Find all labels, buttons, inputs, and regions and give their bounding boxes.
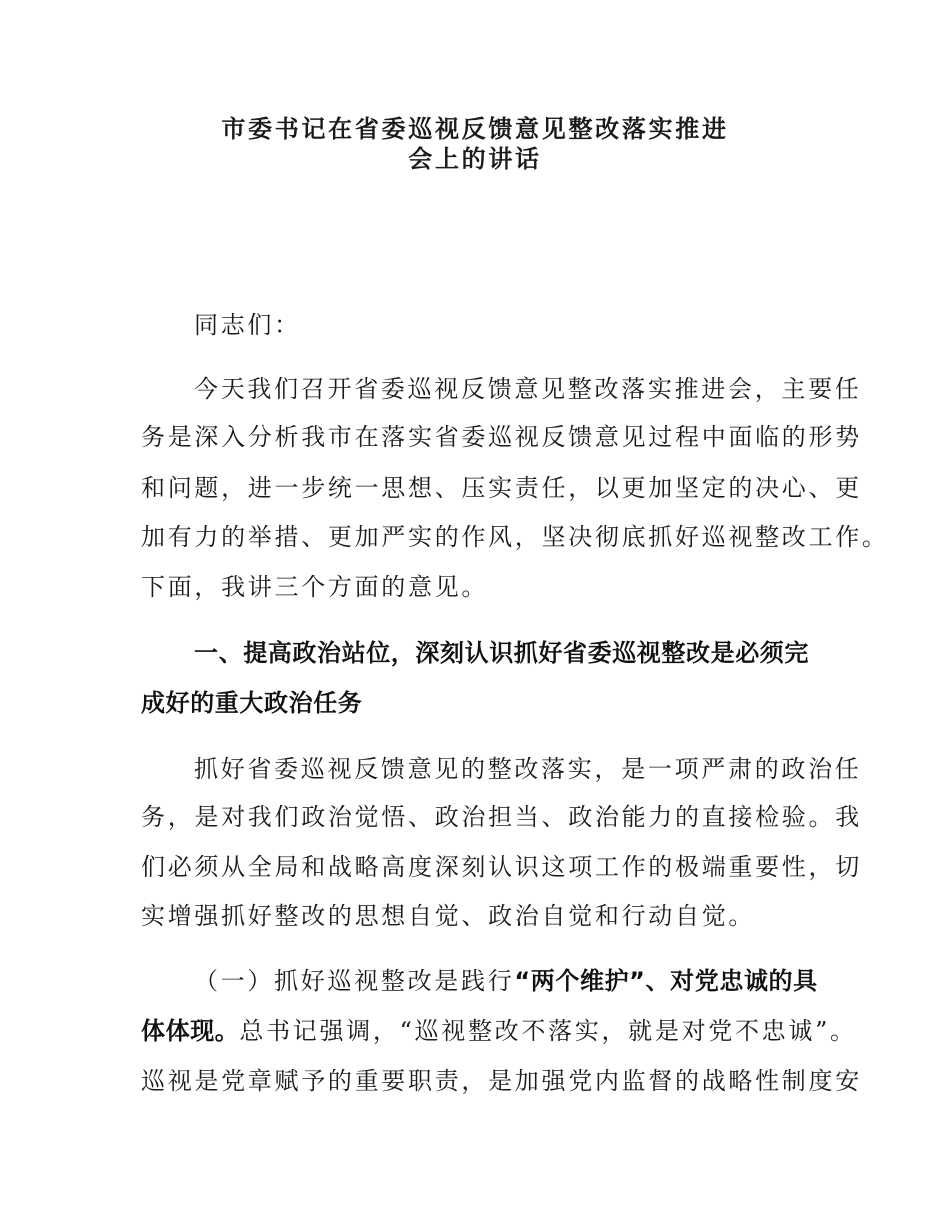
paragraph-line: 今天我们召开省委巡视反馈意见整改落实推进会，主要任 [194, 375, 862, 403]
paragraph-line: 实增强抓好整改的思想自觉、政治自觉和行动自觉。 [141, 902, 756, 930]
heading-line: 成好的重大政治任务 [141, 689, 363, 717]
document-title [0, 114, 950, 174]
paragraph-line: 抓好省委巡视反馈意见的整改落实，是一项严肃的政治任 [194, 755, 862, 783]
paragraph-line: 务，是对我们政治觉悟、政治担当、政治能力的直接检验。我 [141, 803, 862, 831]
paragraph-line [194, 966, 818, 996]
paragraph-line: 巡视是党章赋予的重要职责，是加强党内监督的战略性制度安 [141, 1067, 862, 1095]
salutation: 同志们： [194, 311, 301, 339]
paragraph-line: 加有力的举措、更加严实的作风，坚决彻底抓好巡视整改工作。 [141, 523, 889, 551]
subsection-bold-text: 体体现。 [141, 1017, 240, 1045]
paragraph-line: 下面，我讲三个方面的意见。 [141, 573, 489, 601]
paragraph-line: 们必须从全局和战略高度深刻认识这项工作的极端重要性，切 [141, 853, 862, 881]
title-line-1: 市委书记在省委巡视反馈意见整改落实推进 [221, 115, 729, 143]
paragraph-line: 务是深入分析我市在落实省委巡视反馈意见过程中面临的形势 [141, 423, 862, 451]
subsection-bold-text: “两个维护”、对党忠诚的具 [514, 967, 818, 995]
title-line-2: 会上的讲话 [408, 145, 542, 173]
paragraph-line [141, 1016, 857, 1046]
paragraph-line: 和问题，进一步统一思想、压实责任，以更加坚定的决心、更 [141, 474, 862, 502]
quote-text: 总书记强调，“巡视整改不落实，就是对党不忠诚”。 [239, 1017, 857, 1045]
heading-line: 一、提高政治站位，深刻认识抓好省委巡视整改是必须完 [194, 639, 809, 667]
subsection-label-text: （一）抓好巡视整改是践行 [194, 967, 515, 995]
